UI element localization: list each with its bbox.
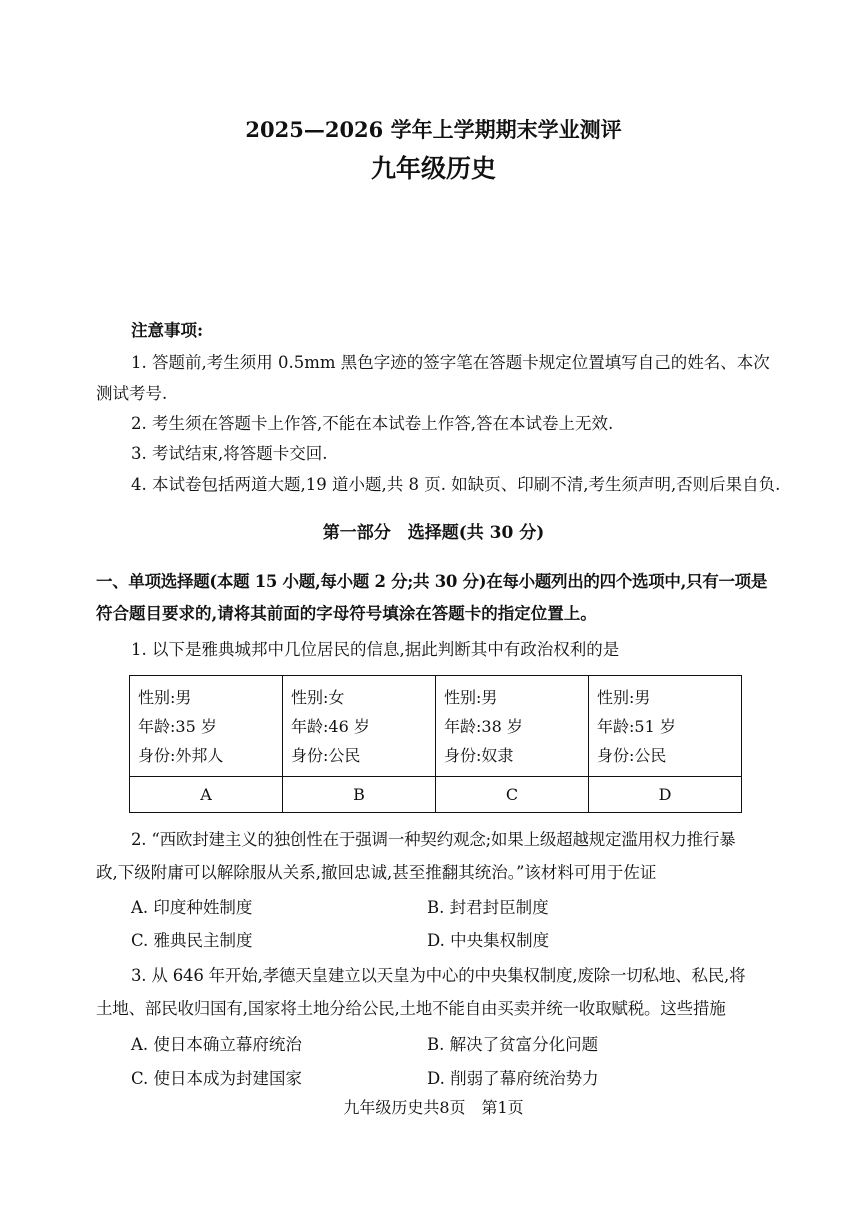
q2-stem: 2. “西欧封建主义的独创性在于强调一种契约观念;如果上级超越规定滥用权力推行暴 — [131, 830, 736, 849]
cell-gender: 性别:女 — [291, 688, 345, 707]
table-row — [130, 777, 742, 813]
q3-stem: 3. 从 646 年开始,孝德天皇建立以天皇为中心的中央集权制度,废除一切私地、私民,将 — [131, 966, 746, 985]
option-letter-a: A — [130, 777, 283, 813]
cell-identity: 身份:奴隶 — [444, 746, 514, 765]
q1-stem: 1. 以下是雅典城邦中几位居民的信息,据此判断其中有政治权利的是 — [131, 640, 620, 659]
cell-identity: 身份:外邦人 — [138, 746, 224, 765]
part1-instruction-cont: 符合题目要求的,请将其前面的字母符号填涂在答题卡的指定位置上。 — [96, 604, 597, 623]
cell-age: 年龄:38 岁 — [444, 717, 523, 736]
notice-item-1-cont: 测试考号. — [96, 384, 168, 403]
q2-option-c: C. 雅典民主制度 — [131, 931, 253, 950]
cell-age: 年龄:46 岁 — [291, 717, 370, 736]
exam-subject: 九年级历史 — [370, 154, 496, 183]
notice-item-4: 4. 本试卷包括两道大题,19 道小题,共 8 页. 如缺页、印刷不清,考生须声明,否则后果自负. — [131, 475, 781, 494]
table-cell — [283, 676, 436, 777]
q3-stem-cont: 土地、部民收归国有,国家将土地分给公民,土地不能自由买卖并统一收取赋税。这些措施 — [96, 999, 726, 1018]
notice-item-3: 3. 考试结束,将答题卡交回. — [131, 444, 328, 463]
option-letter-b: B — [283, 777, 436, 813]
cell-age: 年龄:35 岁 — [138, 717, 217, 736]
q3-option-b: B. 解决了贫富分化问题 — [427, 1035, 599, 1054]
q2-option-a: A. 印度种姓制度 — [131, 898, 253, 917]
table-cell — [436, 676, 589, 777]
cell-identity: 身份:公民 — [597, 746, 667, 765]
part1-heading: 第一部分 选择题(共 30 分) — [322, 523, 545, 543]
q1-resident-table — [129, 675, 742, 813]
cell-gender: 性别:男 — [444, 688, 498, 707]
q3-option-c: C. 使日本成为封建国家 — [131, 1069, 303, 1088]
cell-gender: 性别:男 — [138, 688, 192, 707]
exam-title: 2025—2026 学年上学期期末学业测评 — [245, 117, 622, 142]
q3-option-d: D. 削弱了幕府统治势力 — [427, 1069, 599, 1088]
part1-instruction: 一、单项选择题(本题 15 小题,每小题 2 分;共 30 分)在每小题列出的四个选项中,只有一项是 — [96, 572, 768, 591]
q3-option-a: A. 使日本确立幕府统治 — [131, 1035, 302, 1054]
option-letter-d: D — [589, 777, 742, 813]
notice-item-1: 1. 答题前,考生须用 0.5mm 黑色字迹的签字笔在答题卡规定位置填写自己的姓名、本次 — [131, 353, 770, 372]
cell-gender: 性别:男 — [597, 688, 651, 707]
cell-age: 年龄:51 岁 — [597, 717, 676, 736]
table-row — [130, 676, 742, 777]
table-cell — [589, 676, 742, 777]
q2-option-b: B. 封君封臣制度 — [427, 898, 549, 917]
page-footer: 九年级历史共8页 第1页 — [343, 1098, 524, 1117]
notice-item-2: 2. 考生须在答题卡上作答,不能在本试卷上作答,答在本试卷上无效. — [131, 414, 614, 433]
option-letter-c: C — [436, 777, 589, 813]
table-cell — [130, 676, 283, 777]
notice-heading: 注意事项: — [131, 321, 204, 340]
q2-option-d: D. 中央集权制度 — [427, 931, 550, 950]
q2-stem-cont: 政,下级附庸可以解除服从关系,撤回忠诚,甚至推翻其统治。”该材料可用于佐证 — [96, 863, 657, 882]
cell-identity: 身份:公民 — [291, 746, 361, 765]
